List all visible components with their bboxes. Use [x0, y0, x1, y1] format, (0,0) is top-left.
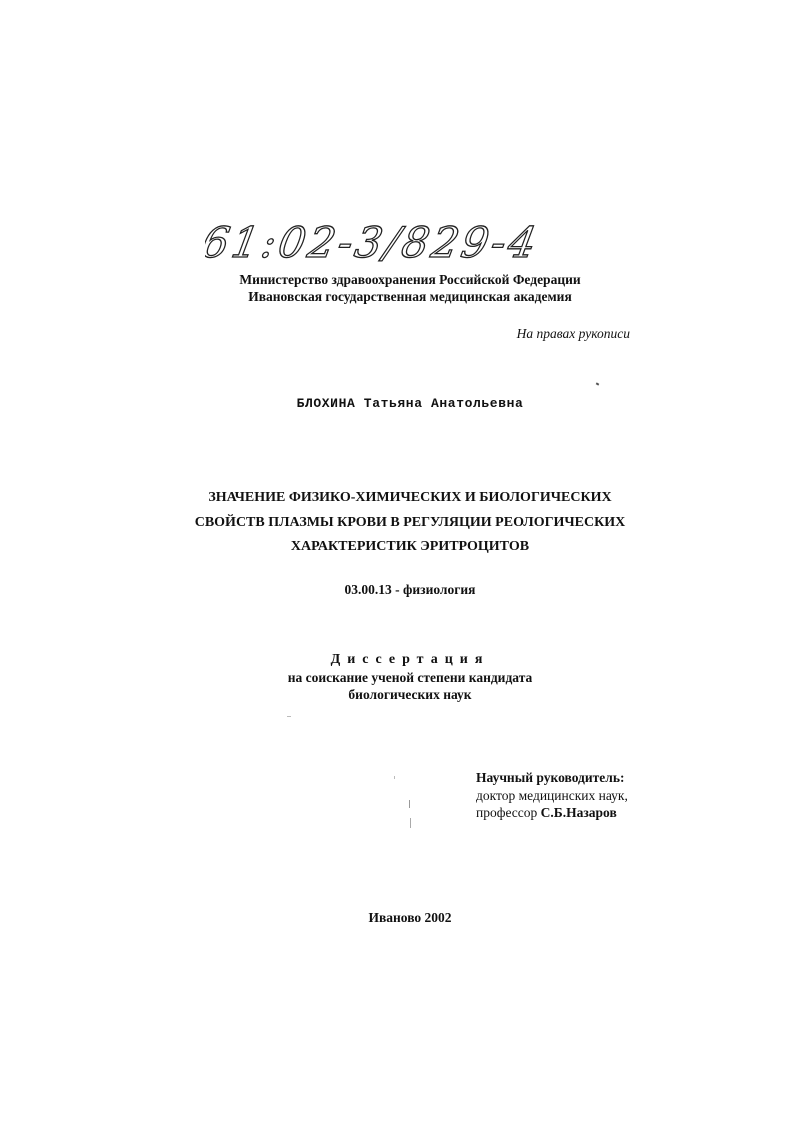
ministry-name: Министерство здравоохранения Российской Федерации: [239, 272, 581, 287]
city-year: Иваново 2002: [368, 910, 452, 925]
dissertation-heading: Диссертация: [330, 652, 490, 667]
degree-line-2: биологических наук: [348, 687, 472, 702]
author-name: БЛОХИНА Татьяна Анатольевна: [296, 396, 524, 411]
dissertation-title: [150, 486, 670, 560]
supervisor-label: Научный руководитель:: [476, 770, 625, 785]
organization-header: [170, 271, 650, 305]
title-line-2: СВОЙСТВ ПЛАЗМЫ КРОВИ В РЕГУЛЯЦИИ РЕОЛОГИЧЕСКИХ: [194, 514, 626, 530]
supervisor-title-line: [476, 804, 756, 822]
supervisor-title-prefix: профессор: [476, 805, 538, 820]
academy-name: Ивановская государственная медицинская академия: [248, 289, 572, 304]
scan-speck: [596, 382, 600, 385]
degree-line-1: на соискание ученой степени кандидата: [287, 670, 533, 685]
title-line-3: ХАРАКТЕРИСТИК ЭРИТРОЦИТОВ: [290, 539, 530, 554]
supervisor-degree: доктор медицинских наук,: [476, 787, 628, 803]
supervisor-block: [476, 769, 756, 822]
scan-speck: [287, 716, 291, 717]
scan-speck: [394, 776, 395, 779]
handwritten-archive-code: [205, 205, 545, 275]
scan-speck: [410, 818, 411, 828]
scan-speck: [409, 800, 410, 808]
rights-note: На правах рукописи: [516, 326, 630, 341]
title-line-1: ЗНАЧЕНИЕ ФИЗИКО-ХИМИЧЕСКИХ И БИОЛОГИЧЕСКИХ: [208, 490, 612, 505]
archive-code-text: 61:02-3/829-4: [205, 218, 543, 267]
dissertation-degree: [160, 669, 660, 703]
specialty-code: 03.00.13 - физиология: [344, 582, 476, 597]
supervisor-name: С.Б.Назаров: [540, 805, 617, 820]
